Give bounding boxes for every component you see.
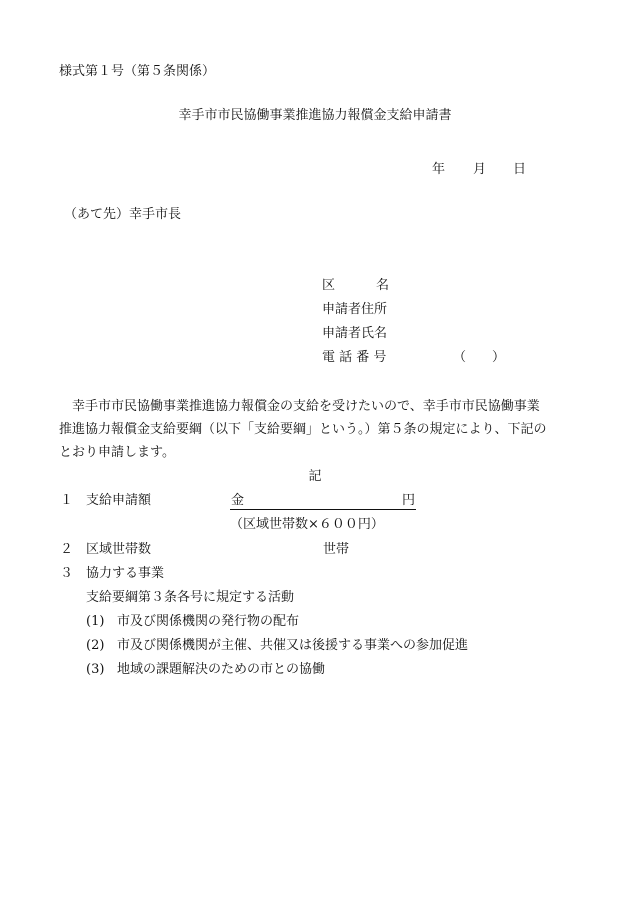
document-title: 幸手市市民協働事業推進協力報償金支給申請書 xyxy=(178,108,452,123)
amount-prefix: 金 xyxy=(231,493,245,508)
item-1-label: 支給申請額 xyxy=(86,493,152,508)
date-day: 日 xyxy=(513,162,527,177)
item-3-label: 協力する事業 xyxy=(86,566,165,581)
phone-parentheses: （ ） xyxy=(453,350,506,365)
recipient: （あて先）幸手市長 xyxy=(64,207,182,222)
applicant-address-label: 申請者住所 xyxy=(322,302,388,317)
activity-text: 市及び関係機関が主催、共催又は後援する事業への参加促進 xyxy=(117,638,469,653)
activity-number: (3) xyxy=(86,662,105,677)
item-3-number: ３ xyxy=(60,566,74,581)
activity-number: (2) xyxy=(86,638,105,653)
item-1-number: １ xyxy=(60,493,74,508)
application-body-text: 幸手市市民協働事業推進協力報償金の支給を受けたいので、幸手市市民協働事業推進協力報償金支給要綱（以下「支給要綱」という。）第５条の規定により、下記のとおり申請します。 xyxy=(59,399,547,460)
amount-suffix: 円 xyxy=(402,493,416,508)
item-3-subheading: 支給要綱第３条各号に規定する活動 xyxy=(86,590,295,605)
ki-heading: 記 xyxy=(308,469,322,484)
applicant-phone-label: 電 話 番 号 xyxy=(322,350,387,365)
amount-note: （区域世帯数×６００円） xyxy=(230,517,384,532)
item-2-number: ２ xyxy=(60,542,74,557)
date-year: 年 xyxy=(432,162,446,177)
activity-text: 地域の課題解決のための市との協働 xyxy=(117,662,326,677)
date-month: 月 xyxy=(473,162,487,177)
applicant-name-label: 申請者氏名 xyxy=(322,326,388,341)
activity-text: 市及び関係機関の発行物の配布 xyxy=(117,614,300,629)
activity-number: (1) xyxy=(86,614,105,629)
households-unit: 世帯 xyxy=(323,542,350,557)
amount-underline xyxy=(230,509,416,510)
form-number: 様式第１号（第５条関係） xyxy=(59,64,216,79)
applicant-district-1: 区 xyxy=(322,278,336,293)
applicant-district-2: 名 xyxy=(376,278,390,293)
item-2-label: 区域世帯数 xyxy=(86,542,152,557)
